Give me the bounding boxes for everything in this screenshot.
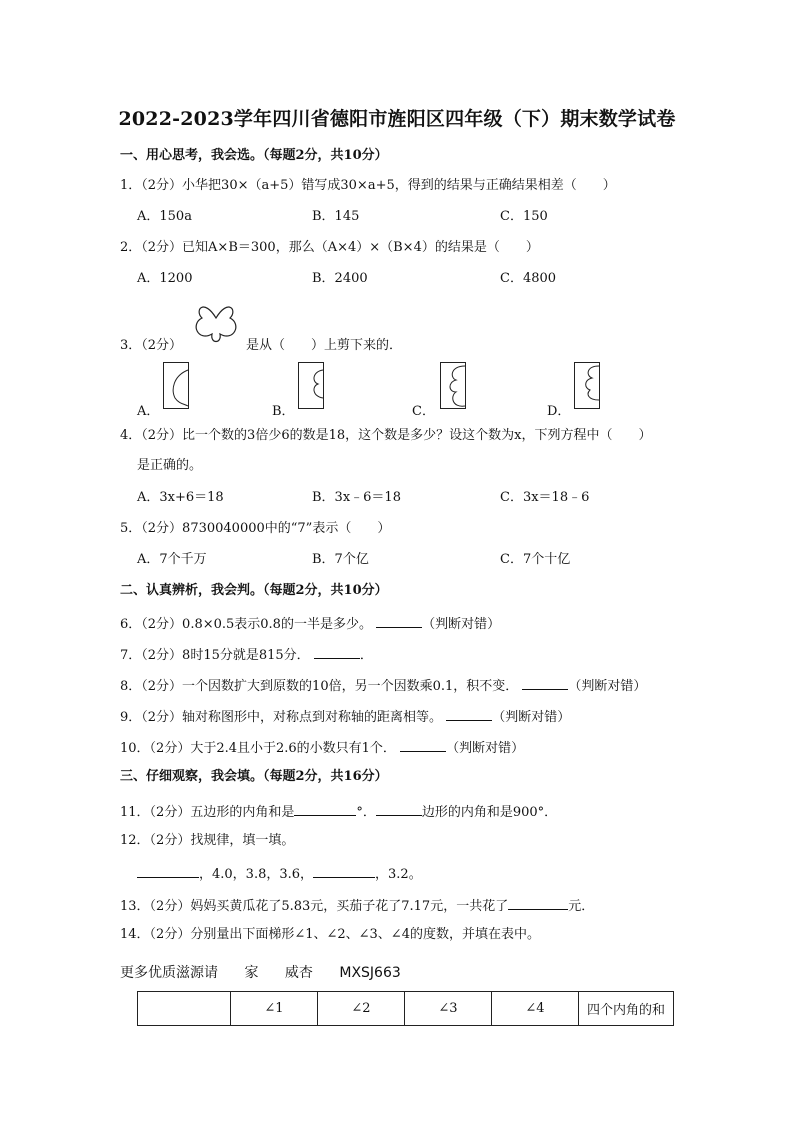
question-11-mid: °． [356, 805, 376, 820]
question-2-option-b: B．2400 [312, 271, 368, 286]
page-title: 2022-2023学年四川省德阳市旌阳区四年级（下）期末数学试卷 [118, 108, 676, 130]
question-5-option-a: A．7个千万 [137, 552, 207, 567]
question-4-option-a: A．3x+6＝18 [137, 490, 224, 505]
question-12-stem: 12．（2分）找规律，填一填。 [120, 833, 295, 848]
option-b-paper-figure [298, 362, 326, 410]
question-6-suffix: （判断对错） [422, 617, 501, 632]
option-c-paper-figure [440, 362, 468, 410]
question-6-answer-blank[interactable] [376, 613, 422, 628]
question-11-blank-2[interactable] [376, 801, 422, 816]
question-10-text: 10．（2分）大于2.4且小于2.6的小数只有1个． [120, 741, 396, 756]
question-4-option-b: B．3x﹣6＝18 [312, 490, 401, 505]
question-8-suffix: （判断对错） [568, 679, 647, 694]
question-11-blank-1[interactable] [294, 801, 356, 816]
question-13-text: 13．（2分）妈妈买黄瓜花了5.83元，买茄子花了7.17元，一共花了 [120, 899, 509, 914]
question-8-text: 8．（2分）一个因数扩大到原数的10倍，另一个因数乘0.1，积不变． [120, 679, 519, 694]
question-1-option-c: C．150 [500, 209, 548, 224]
question-12-sequence-end: ，3.2。 [375, 867, 422, 882]
angle-table [137, 991, 674, 1026]
question-9-text: 9．（2分）轴对称图形中，对称点到对称轴的距离相等。 [120, 710, 443, 725]
question-3-option-a: A． [137, 404, 160, 419]
question-4-stem-continued: 是正确的。 [137, 458, 203, 473]
question-5-option-c: C．7个十亿 [500, 552, 571, 567]
question-11 [120, 801, 557, 822]
question-8-answer-blank[interactable] [522, 675, 568, 690]
question-6 [120, 613, 500, 634]
table-header-cell [138, 992, 231, 1026]
table-header-cell: ∠1 [231, 992, 318, 1026]
question-8 [120, 675, 646, 696]
question-6-text: 6．（2分）0.8×0.5表示0.8的一半是多少。 [120, 617, 372, 632]
question-10 [120, 737, 524, 758]
promo-text-1: 更多优质滋源请 [120, 965, 218, 981]
question-10-suffix: （判断对错） [446, 741, 525, 756]
table-header-cell: ∠3 [405, 992, 492, 1026]
question-3-option-c: C． [412, 404, 435, 419]
question-7 [120, 644, 373, 665]
question-1-option-b: B．145 [312, 209, 360, 224]
option-a-paper-figure [163, 362, 191, 410]
question-11-suffix: 边形的内角和是900°． [421, 805, 558, 820]
question-2-stem: 2．（2分）已知A×B＝300，那么（A×4）×（B×4）的结果是（ ） [120, 240, 539, 255]
question-9 [120, 706, 570, 727]
table-header-cell: ∠4 [492, 992, 579, 1026]
question-1-stem: 1．（2分）小华把30×（a+5）错写成30×a+5，得到的结果与正确结果相差（ ） [120, 178, 616, 193]
question-11-text: 11．（2分）五边形的内角和是 [120, 805, 295, 820]
table-header-cell: ∠2 [318, 992, 405, 1026]
question-9-suffix: （判断对错） [492, 710, 571, 725]
promo-text-3: 威杏 [284, 965, 313, 981]
question-2-option-c: C．4800 [500, 271, 557, 286]
question-3-option-b: B． [272, 404, 295, 419]
question-2-option-a: A．1200 [137, 271, 193, 286]
question-12-blank-1[interactable] [137, 863, 199, 878]
option-d-paper-figure [574, 362, 602, 410]
section-2-heading: 二、认真辨析，我会判。（每题2分，共10分） [120, 583, 388, 598]
promo-text-4: MXSJ663 [339, 965, 401, 981]
question-3-suffix: 是从（ ）上剪下来的． [246, 338, 403, 353]
question-10-answer-blank[interactable] [400, 737, 446, 752]
table-row [138, 992, 674, 1026]
question-7-text: 7．（2分）8时15分就是815分． [120, 648, 310, 663]
question-3-option-d: D． [547, 404, 571, 419]
question-3-prefix: 3．（2分） [120, 338, 183, 353]
clover-cutout-figure [190, 296, 242, 348]
question-13-answer-blank[interactable] [508, 895, 568, 910]
question-9-answer-blank[interactable] [446, 706, 492, 721]
question-12-sequence-text: ，4.0，3.8，3.6， [199, 867, 314, 882]
promo-text-2: 家 [244, 965, 259, 981]
question-5-option-b: B．7个亿 [312, 552, 369, 567]
question-7-suffix: ． [359, 648, 373, 663]
question-14-stem: 14．（2分）分别量出下面梯形∠1、∠2、∠3、∠4的度数，并填在表中。 [120, 927, 540, 942]
question-7-answer-blank[interactable] [314, 644, 360, 659]
question-13 [120, 895, 594, 916]
promo-watermark-text [120, 962, 423, 982]
question-1-option-a: A．150a [137, 209, 192, 224]
question-12-sequence [137, 863, 422, 884]
table-header-cell: 四个内角的和 [579, 992, 674, 1026]
question-4-stem: 4．（2分）比一个数的3倍少6的数是18，这个数是多少？设这个数为x，下列方程中（ ） [120, 428, 652, 443]
section-1-heading: 一、用心思考，我会选。（每题2分，共10分） [120, 148, 388, 163]
question-5-stem: 5．（2分）8730040000中的“7”表示（ ） [120, 521, 391, 536]
question-12-blank-2[interactable] [313, 863, 375, 878]
question-13-suffix: 元． [568, 899, 595, 914]
question-4-option-c: C．3x＝18﹣6 [500, 490, 590, 505]
section-3-heading: 三、仔细观察，我会填。（每题2分，共16分） [120, 769, 388, 784]
